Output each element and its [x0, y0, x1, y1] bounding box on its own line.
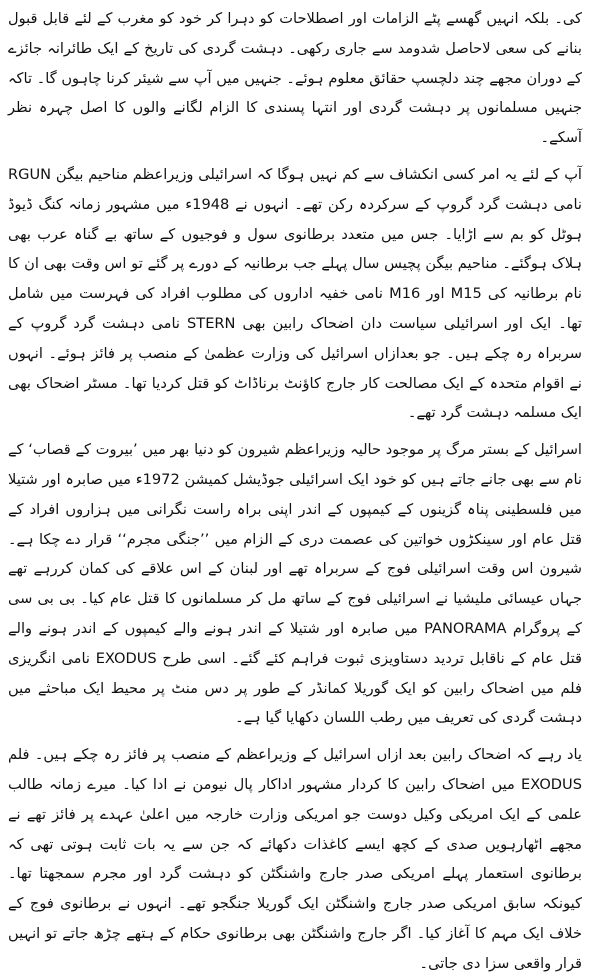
paragraph-intro: کی۔ بلکہ انہیں گھسے پٹے الزامات اور اصطلاحات کو دہرا کر خود کو مغرب کے لئے قابل قبول بنانے کی سعی لاحاصل شدومد سے جاری رکھی۔ دہشت گردی کی تاریخ کے ایک طائرانہ جائزے کے دوران مجھے چند دلچسپ حقائق معلوم ہوئے۔ جنہیں میں آپ سے شیئر کرنا چاہوں گا۔ تاکہ جنہیں مسلمانوں پر دہشت گردی اور انتہا پسندی کا الزام لگانے والوں کا اصل چہرہ نظر آسکے۔: [8, 10, 582, 147]
paragraph-sharon: اسرائیل کے بستر مرگ پر موجود حالیہ وزیراعظم شیرون کو دنیا بھر میں ’بیروت کے قصاب‘ کے نام سے بھی جانے جاتے ہیں کو خود ایک اسرائیلی جوڈیشل کمیشن 1972ء میں صابرہ اور شتیلا میں فلسطینی پناہ گزینوں کے کیمپوں کے اندر اپنی براہ راست نگرانی میں ہزاروں افراد کے قتل عام اور سینکڑوں خواتین کی عصمت دری کے الزام میں ’’جنگی مجرم‘‘ قرار دے چکا ہے۔ شیرون اس وقت اسرائیلی فوج کے سربراہ تھے اور لبنان کے اس علاقے کی کمان کررہے تھے جہاں عیسائی ملیشیا نے اسرائیلی فوج کے ساتھ مل کر مسلمانوں کا قتل عام کیا۔ بی بی سی کے پروگرام PANORAMA میں صابرہ اور شتیلا کے اندر ہونے والے کیمپوں کے اندر ہونے والے قتل عام کے ناقابل تردید دستاویزی ثبوت فراہم کئے گئے۔ اسی طرح EXODUS نامی انگریزی فلم میں اضحاک رابین کو ایک گوریلا کمانڈر کے طور پر دس منٹ پر محیط ایک مباحثے میں دہشت گردی کی تعریف میں رطب اللسان دکھایا گیا ہے۔: [8, 441, 583, 727]
paragraph-washington: یاد رہے کہ اضحاک رابین بعد ازاں اسرائیل کے وزیراعظم کے منصب پر فائز رہ چکے ہیں۔ فلم EXODUS میں اضحاک رابین کا کردار مشہور اداکار پال نیومن نے ادا کیا۔ میرے زمانہ طالب علمی کے ایک امریکی وکیل دوست جو امریکی وزارت خارجہ میں اعلیٰ عہدے پر فائز تھے نے مجھے اٹھارہویں صدی کے کچھ ایسے کاغذات دکھائے کہ جن سے یہ بات ثابت ہوتی تھی کہ برطانوی استعمار پہلے امریکی صدر جارج واشنگٹن کو دہشت گرد اور مجرم سمجھتا تھا۔ کیونکہ سابق امریکی صدر جارج واشنگٹن ایک گوریلا جنگجو تھے۔ انہوں نے برطانوی فوج کے خلاف ایک مہم کا آغاز کیا۔ اگر جارج واشنگٹن بھی برطانوی حکام کے ہتھے چڑھ جاتے تو انہیں قرار واقعی سزا دی جاتی۔: [8, 746, 582, 972]
paragraph-begin-rabin: آپ کے لئے یہ امر کسی انکشاف سے کم نہیں ہوگا کہ اسرائیلی وزیراعظم مناحیم بیگن RGUN نامی دہشت گرد گروپ کے سرکردہ رکن تھے۔ انہوں نے 1948ء میں مشہور زمانہ کنگ ڈیوڈ ہوٹل کو بم سے اڑایا۔ جس میں متعدد برطانوی سول و فوجیوں کے ساتھ بے گناہ عرب بھی ہلاک ہوگئے۔ مناحیم بیگن پچیس سال پہلے جب برطانیہ کے دورے پر گئے تو اس وقت بھی ان کا نام برطانیہ کی M15 اور M16 نامی خفیہ اداروں کی مطلوب افراد کی فہرست میں شامل تھا۔ ایک اور اسرائیلی سیاست دان اضحاک رابین بھی STERN نامی دہشت گرد گروپ کے سربراہ رہ چکے ہیں۔ جو بعدازاں اسرائیل کی وزارت عظمیٰ کے منصب پر فائز ہوئے۔ انہوں نے اقوام متحدہ کے ایک مصالحت کار جارج کاؤنٹ برناڈاٹ کو قتل کردیا تھا۔ مسٹر اضحاک بھی ایک مسلمہ دہشت گرد تھے۔: [8, 165, 582, 422]
